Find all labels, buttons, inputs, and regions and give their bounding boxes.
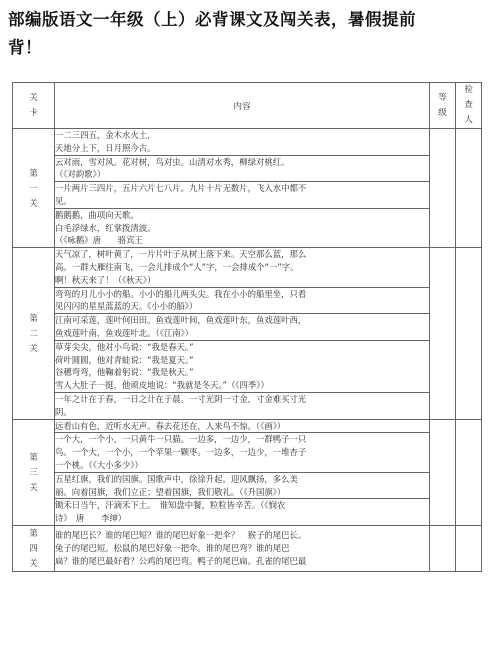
- passage-cell: [55, 340, 430, 392]
- table-row: [13, 208, 482, 247]
- table-row: [13, 155, 482, 182]
- checklist-table: [12, 82, 482, 572]
- table-row: [13, 419, 482, 433]
- page-title: [8, 6, 482, 62]
- passage-line: 谷穗弯弯，他鞠着躬说：“我是秋天。”: [55, 367, 194, 378]
- level-name-char: 关: [29, 197, 38, 208]
- grade-cell[interactable]: [430, 248, 456, 419]
- table-row: [13, 287, 482, 314]
- table-row: [13, 392, 482, 419]
- passage-line: 荷叶圆圆，他对青蛙说：“我是夏天。”: [55, 354, 194, 365]
- passage-line: 弯弯的月儿小小的船。小小的船儿两头尖。我在小小的船里坐，只看: [55, 288, 307, 299]
- level-name-char: 关: [29, 481, 38, 492]
- passage-line: 一年之计在于春，一日之计在于晨。一寸光阴一寸金，寸金难买寸光: [55, 393, 307, 404]
- header-row: [13, 83, 482, 129]
- passage-line: 扁？谁的尾巴最好看？公鸡的尾巴弯。鸭子的尾巴扁。孔雀的尾巴最: [55, 555, 307, 566]
- passage-cell: [55, 525, 430, 571]
- level-name-char: 三: [29, 466, 38, 477]
- passage-line: 远看山有色，近听水无声。春去花还在，人来鸟不惊。（《画》）: [55, 420, 286, 431]
- level-name-char: 第: [29, 451, 38, 462]
- grade-cell[interactable]: [430, 129, 456, 248]
- passage-line: 一个大，一个小，一只黄牛一只猫。一边多，一边少，一群鸭子一只: [55, 434, 307, 445]
- table-body: [13, 129, 482, 572]
- table-row: [13, 182, 482, 209]
- passage-cell: [55, 287, 430, 314]
- table-row: [13, 340, 482, 392]
- table-row: [13, 472, 482, 499]
- passage-cell: [55, 499, 430, 526]
- grade-cell[interactable]: [430, 419, 456, 525]
- passage-line: 见闪闪的星星蓝蓝的天。《小小的船》）: [55, 301, 198, 312]
- passage-cell: [55, 155, 430, 182]
- level-name-2: [13, 248, 55, 419]
- level-name-char: 第: [29, 167, 38, 178]
- passage-line: （《对韵歌》）: [55, 169, 106, 180]
- checker-cell[interactable]: [456, 248, 482, 419]
- level-name-4: [13, 525, 55, 571]
- table-row: [13, 525, 482, 571]
- passage-line: 兔子的尾巴短。松鼠的尾巴好象一把伞。谁的尾巴弯？谁的尾巴: [55, 543, 290, 553]
- level-name-char: 四: [29, 542, 38, 553]
- passage-cell: [55, 248, 430, 287]
- checker-cell[interactable]: [456, 129, 482, 248]
- passage-line: 阴。: [55, 406, 72, 417]
- passage-line: 一片两片三四片，五片六片七八片。九片十片无数片，飞入水中都不: [55, 183, 307, 194]
- passage-cell: [55, 208, 430, 247]
- level-name-char: 关: [29, 557, 38, 568]
- passage-cell: [55, 392, 430, 419]
- passage-line: 草芽尖尖，他对小鸟说：“我是春天。”: [55, 341, 194, 352]
- checker-cell[interactable]: [456, 525, 482, 571]
- passage-line: 啊！秋天来了！（《秋天》）: [55, 274, 156, 285]
- level-header: 关 卡: [13, 83, 55, 129]
- passage-cell: [55, 314, 430, 341]
- passage-line: 一个桃。（《大小多少》）: [55, 459, 143, 470]
- passage-line: 五星红旗，我们的国旗。国歌声中，徐徐升起。迎风飘扬，多么美: [55, 473, 298, 484]
- level-name-char: 一: [29, 182, 38, 193]
- grade-header: 等 级: [430, 83, 456, 129]
- passage-line: 锄禾日当午，汗滴禾下土。 谁知盘中餐，粒粒皆辛苦。（《悯农: [55, 500, 286, 511]
- passage-cell: [55, 129, 430, 156]
- passage-cell: [55, 433, 430, 472]
- table-row: [13, 129, 482, 156]
- passage-line: 天地分上下，日月照今古。: [55, 142, 156, 153]
- level-name-char: 关: [29, 342, 38, 353]
- passage-line: 一二三四五，金木水火土，: [55, 130, 156, 140]
- passage-line: 鹅鹅鹅，曲项向天歌。: [55, 209, 139, 220]
- passage-line: 鱼戏莲叶南，鱼戏莲叶北。（《江南》）: [55, 327, 194, 338]
- grade-cell[interactable]: [430, 525, 456, 571]
- passage-line: 江南可采莲，莲叶何田田。鱼戏莲叶间，鱼戏莲叶东，鱼戏莲叶西，: [55, 315, 307, 326]
- passage-cell: [55, 182, 430, 209]
- title-line-1: 部编版语文一年级（上）必背课文及闯关表，暑假提前: [8, 10, 416, 29]
- passage-line: 诗》 唐 李绅）: [55, 513, 127, 524]
- passage-cell: [55, 472, 430, 499]
- table-row: [13, 433, 482, 472]
- passage-line: 见。: [55, 195, 72, 206]
- content-header: 内容: [55, 83, 430, 129]
- passage-line: 丽。向着国旗，我们立正；望着国旗，我们敬礼。（《升国旗》）: [55, 486, 286, 497]
- passage-cell: [55, 419, 430, 433]
- passage-line: 云对雨，雪对风。花对树，鸟对虫。山清对水秀，柳绿对桃红。: [55, 156, 290, 167]
- passage-line: （《咏鹅》唐 骆宾王: [55, 235, 143, 246]
- level-name-char: 二: [29, 327, 38, 338]
- passage-line: 天气凉了，树叶黄了，一片片叶子从树上落下来。天空那么蓝，那么: [55, 249, 307, 260]
- passage-line: 鸟。一个大，一个小，一个苹果一颗枣。一边多，一边少，一堆杏子: [55, 447, 307, 458]
- level-name-3: [13, 419, 55, 525]
- table-row: [13, 499, 482, 526]
- passage-line: 谁的尾巴长？谁的尾巴短？谁的尾巴好象一把伞？ 猴子的尾巴长。: [55, 530, 307, 541]
- level-name-char: 第: [29, 527, 38, 538]
- level-name-1: [13, 129, 55, 248]
- checker-cell[interactable]: [456, 419, 482, 525]
- passage-line: 雪人大肚子一挺，他顽皮地说：“我就是冬天。”（《四季》）: [55, 380, 269, 391]
- table-row: [13, 248, 482, 287]
- passage-line: 高。一群大雁往南飞，一会儿排成个“人”字，一会排成个“一”字。: [55, 261, 299, 272]
- table-row: [13, 314, 482, 341]
- passage-line: 白毛浮绿水，红掌拨清波。: [55, 222, 156, 233]
- checker-header: 检 查 人: [456, 83, 482, 129]
- title-line-2: 背！: [8, 38, 42, 57]
- level-name-char: 第: [29, 312, 38, 323]
